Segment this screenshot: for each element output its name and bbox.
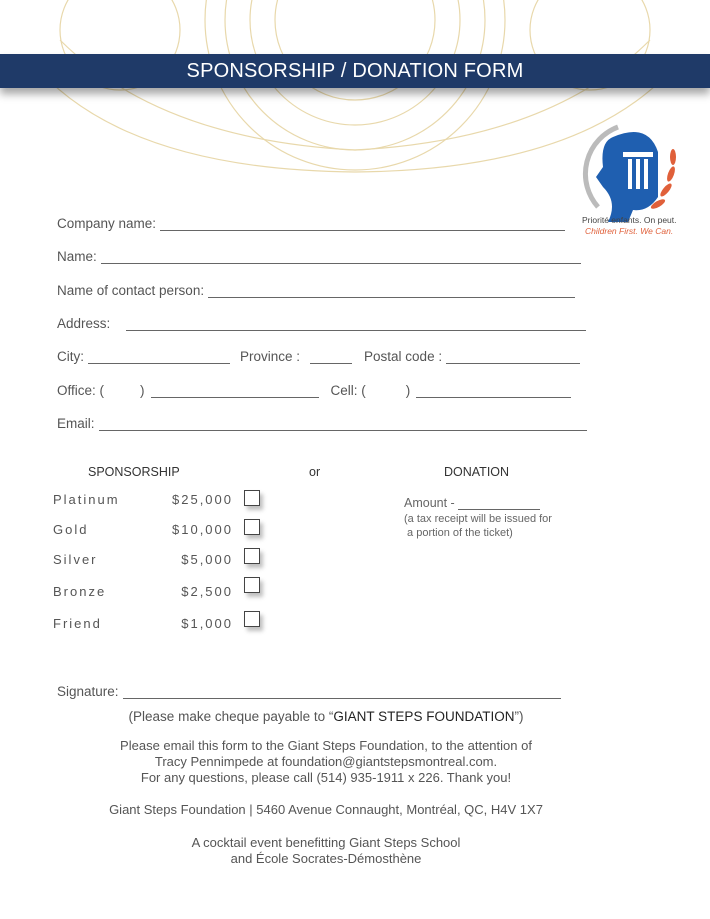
gold-checkbox[interactable] bbox=[244, 519, 260, 535]
level-amount: $25,000 bbox=[172, 492, 233, 507]
donation-amount-row: Amount - bbox=[404, 496, 540, 510]
level-amount: $1,000 bbox=[181, 616, 233, 631]
sponsorship-heading: SPONSORSHIP bbox=[88, 465, 180, 479]
contact-line: Tracy Pennimpede at foundation@giantstepsmontreal.com. bbox=[154, 754, 498, 769]
level-name: Bronze bbox=[53, 584, 107, 599]
province-field[interactable] bbox=[310, 351, 352, 364]
form-title-banner bbox=[0, 54, 710, 88]
company-name-field[interactable] bbox=[160, 218, 565, 231]
form-title: SPONSORSHIP / DONATION FORM bbox=[186, 59, 524, 82]
level-name: Friend bbox=[53, 616, 102, 631]
email-field[interactable] bbox=[99, 418, 587, 431]
cell-phone-field[interactable] bbox=[416, 385, 571, 398]
city-field[interactable] bbox=[88, 351, 230, 364]
signature-row: Signature: bbox=[57, 684, 561, 699]
office-phone-field[interactable] bbox=[151, 385, 319, 398]
level-amount: $5,000 bbox=[181, 552, 233, 567]
level-name: Gold bbox=[53, 522, 89, 537]
level-name: Silver bbox=[53, 552, 98, 567]
contact-line: For any questions, please call (514) 935-1911 x 226. Thank you! bbox=[140, 770, 512, 785]
bronze-checkbox[interactable] bbox=[244, 577, 260, 593]
postal-code-field[interactable] bbox=[446, 351, 580, 364]
email-row: Email: bbox=[57, 416, 587, 431]
contact-person-row: Name of contact person: bbox=[57, 283, 575, 298]
foundation-address: Giant Steps Foundation | 5460 Avenue Connaught, Montréal, QC, H4V 1X7 bbox=[109, 802, 543, 817]
tax-note: a portion of the ticket) bbox=[404, 527, 513, 539]
or-label: or bbox=[309, 465, 321, 479]
name-row: Name: bbox=[57, 249, 581, 264]
level-amount: $2,500 bbox=[181, 584, 233, 599]
cheque-note: (Please make cheque payable to “GIANT STEPS FOUNDATION”) bbox=[128, 709, 524, 724]
logo-tagline-en: Children First. We Can. bbox=[585, 226, 674, 236]
donation-amount-field[interactable] bbox=[458, 498, 540, 510]
contact-person-field[interactable] bbox=[208, 285, 575, 298]
address-field[interactable] bbox=[126, 318, 586, 331]
name-field[interactable] bbox=[101, 251, 581, 264]
city-row: City: Province : Postal code : bbox=[57, 349, 580, 364]
logo-tagline-fr: Priorité enfants. On peut. bbox=[582, 215, 677, 225]
signature-field[interactable] bbox=[123, 686, 561, 699]
friend-checkbox[interactable] bbox=[244, 611, 260, 627]
platinum-checkbox[interactable] bbox=[244, 490, 260, 506]
phone-row: Office: ( ) Cell: ( ) bbox=[57, 383, 571, 398]
level-amount: $10,000 bbox=[172, 522, 233, 537]
event-line: A cocktail event benefitting Giant Steps School bbox=[191, 835, 461, 850]
donation-heading: DONATION bbox=[444, 465, 510, 479]
tax-note: (a tax receipt will be issued for bbox=[404, 513, 552, 525]
contact-line: Please email this form to the Giant Steps Foundation, to the attention of bbox=[120, 738, 532, 753]
address-row: Address: bbox=[57, 316, 586, 331]
level-name: Platinum bbox=[53, 492, 120, 507]
silver-checkbox[interactable] bbox=[244, 548, 260, 564]
event-line: and École Socrates-Démosthène bbox=[230, 851, 422, 866]
company-name-row: Company name: bbox=[57, 216, 565, 231]
